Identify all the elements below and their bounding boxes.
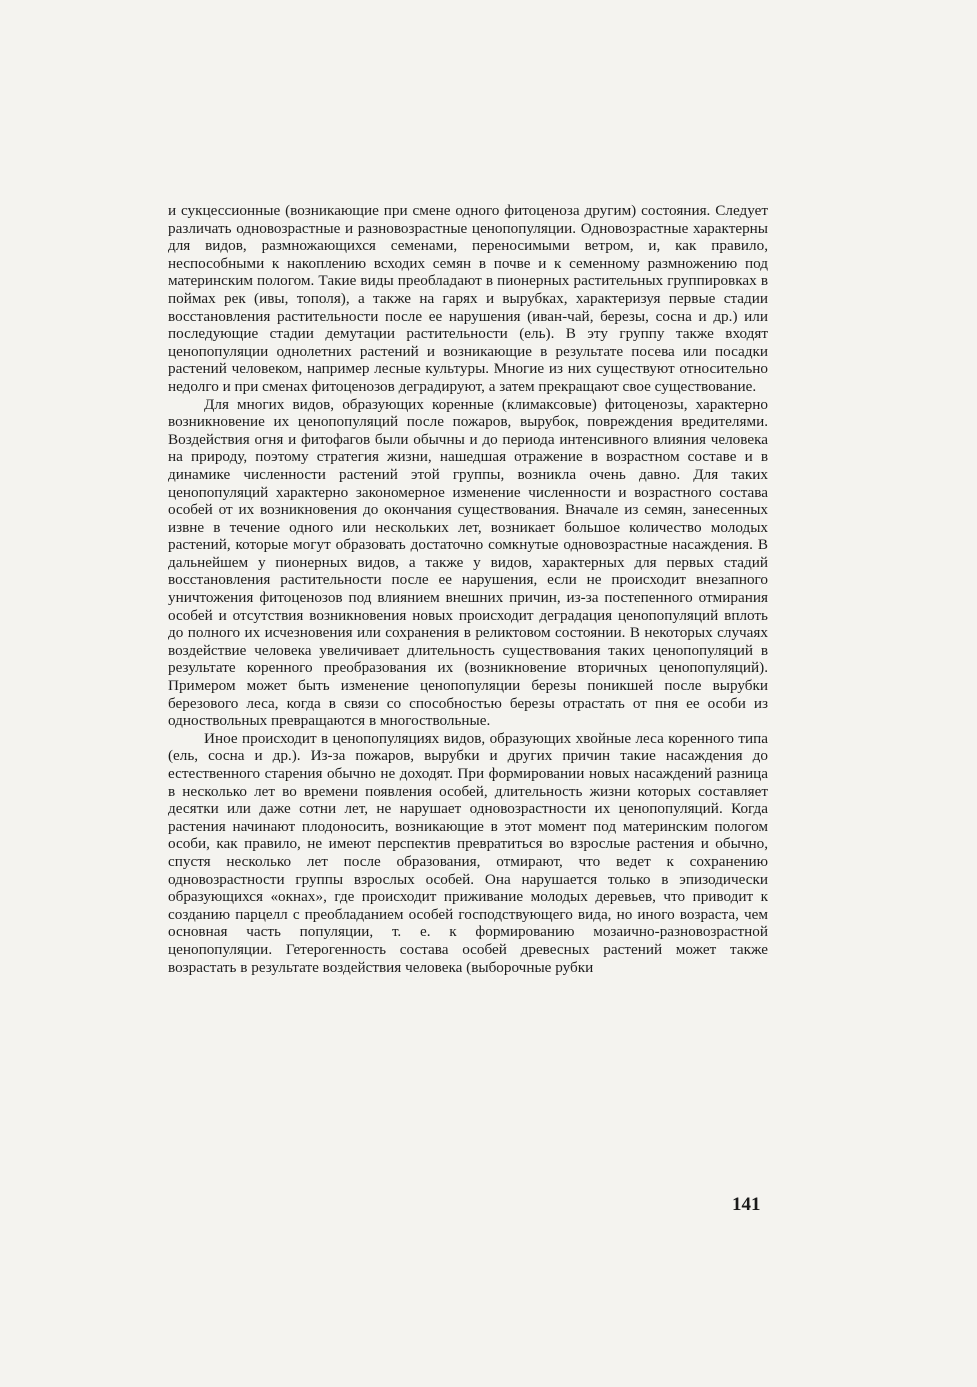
page-body <box>168 202 768 976</box>
paragraph-1: и сукцессионные (возникающие при смене одного фитоценоза другим) состояния. Следует различать одновозрастные и разновозрастные ценопопуляции. Одновозрастные характерны для видов, размножающихся семенами, переносимыми ветром, и, как правило, неспособными к накоплению всходих семян в почве и к семенному размножению под материнским пологом. Такие виды преобладают в пионерных растительных группировках в поймах рек (ивы, тополя), а также на гарях и вырубках, характеризуя первые стадии восстановления растительности после ее нарушения (иван-чай, березы, сосна и др.) или последующие стадии демутации растительности (ель). В эту группу также входят ценопопуляции однолетних растений и возникающие в результате посева или посадки растений человеком, например лесные культуры. Многие из них существуют относительно недолго и при сменах фитоценозов деградируют, а затем прекращают свое существование. <box>168 202 768 395</box>
paragraph-3: Иное происходит в ценопопуляциях видов, образующих хвойные леса коренного типа (ель, сосна и др.). Из-за пожаров, вырубки и других причин такие насаждения до естественного старения обычно не доходят. При формировании новых насаждений разница в несколько лет во времени появления особей, длительность жизни которых составляет десятки или даже сотни лет, не нарушает одновозрастности их ценопопуляций. Когда растения начинают плодоносить, возникающие в этот момент под материнским пологом особи, как правило, не имеют перспектив превратиться во взрослые растения и обычно, спустя несколько лет после образования, отмирают, что ведет к сохранению одновозрастности группы взрослых особей. Она нарушается только в эпизодически образующихся «окнах», где происходит приживание молодых деревьев, что приводит к созданию парцелл с преобладанием особей господствующего вида, но иного возраста, чем основная часть популяции, т. е. к формированию мозаично-разновозрастной ценопопуляции. Гетерогенность состава особей древесных растений может также возрастать в результате воздействия человека (выборочные рубки <box>168 729 768 976</box>
page-number: 141 <box>732 1194 761 1215</box>
paragraph-2: Для многих видов, образующих коренные (климаксовые) фитоценозы, характерно возникновение их ценопопуляций после пожаров, вырубок, повреждения вредителями. Воздействия огня и фитофагов были обычны и до периода интенсивного влияния человека на природу, поэтому стратегия жизни, нашедшая отражение в возрастном составе и в динамике численности растений этой группы, возникла очень давно. Для таких ценопопуляций характерно закономерное изменение численности и возрастного состава особей от их возникновения до окончания существования. Вначале из семян, занесенных извне в течение одного или нескольких лет, возникает большое количество молодых растений, которые могут образовать достаточно сомкнутые одновозрастные насаждения. В дальнейшем у пионерных видов, а также у видов, характерных для первых стадий восстановления растительности после ее нарушения, если не происходит внезапного уничтожения фитоценозов под влиянием внешних причин, из-за постепенного отмирания особей и отсутствия возникновения новых происходит деградация ценопопуляций вплоть до полного их исчезновения или сохранения в реликтовом состоянии. В некоторых случаях воздействие человека увеличивает длительность существования таких ценопопуляций в результате коренного преобразования их (возникновение вторичных ценопопуляций). Примером может быть изменение ценопопуляции березы поникшей после вырубки березового леса, когда в связи со способностью березы отрастать от пня ее особи из одноствольных превращаются в многоствольные. <box>168 395 768 730</box>
